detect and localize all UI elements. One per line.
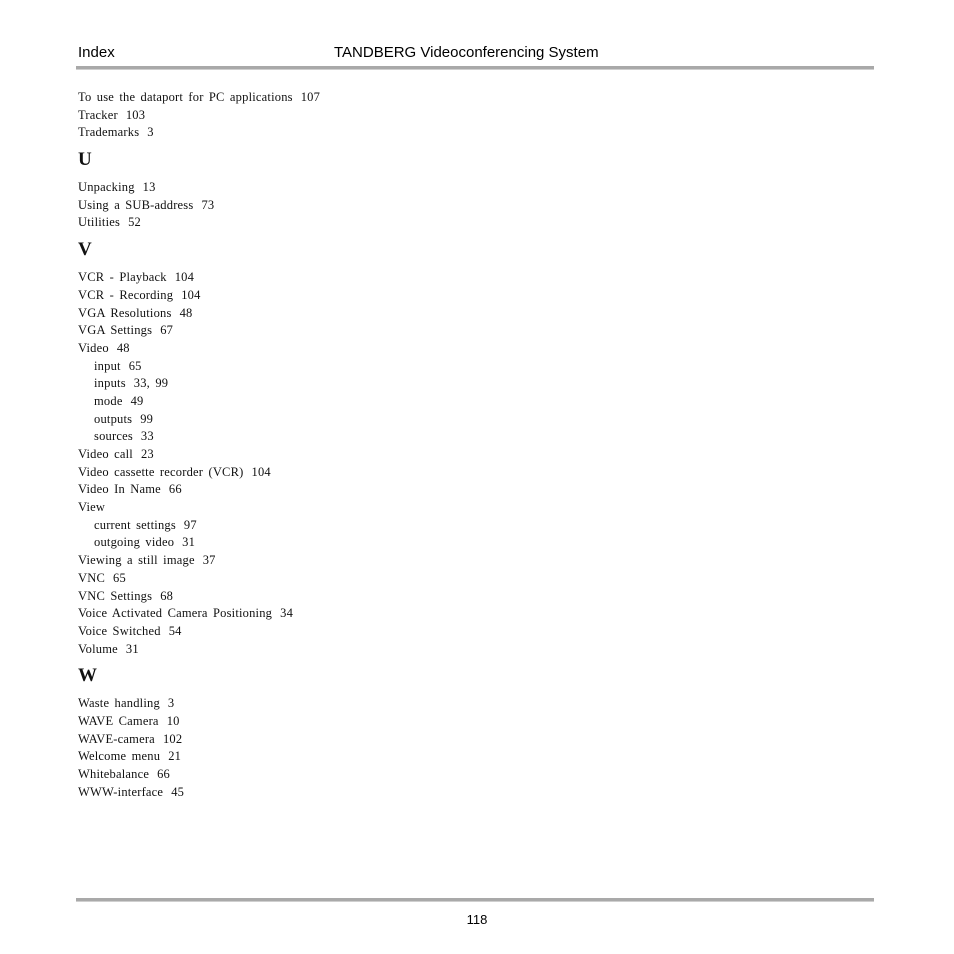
index-term: mode [94,393,123,408]
index-subentry [78,517,678,535]
index-entry [78,287,678,305]
index-term: Waste handling [78,696,160,711]
index-page-ref: 23 [140,447,154,461]
index-page-ref: 102 [162,731,183,746]
index-term: WWW-interface [78,784,164,799]
index-term: Trademarks [78,125,140,140]
index-page-ref: 104 [181,287,201,302]
index-subentry [78,358,678,376]
index-term: To use the dataport for PC applications [78,90,293,104]
index-entry [78,124,678,142]
index-page-ref: 3 [167,696,175,711]
index-subentry [78,428,678,446]
index-page-ref: 31 [182,535,196,550]
index-page-ref: 73 [201,197,215,212]
index-section [78,665,678,801]
index-section [78,89,678,142]
index-term: VNC [78,570,105,585]
index-entry [78,89,678,107]
index-term: sources [94,429,133,444]
index-subentry [78,411,678,429]
index-subentry [78,534,678,552]
index-entry [78,269,678,287]
index-page-ref: 65 [113,570,126,585]
index-term: VCR - Playback [78,270,167,285]
index-term: inputs [94,376,126,391]
index-entry [78,570,678,588]
index-term: input [94,358,121,373]
index-term: View [78,500,106,515]
header-section-label: Index [78,44,115,61]
index-entry [78,340,678,358]
index-letter-heading: U [78,149,92,171]
index-entry [78,748,678,766]
index-entry [78,641,678,659]
header-document-title: TANDBERG Videoconferencing System [334,44,599,61]
index-term: Utilities [78,215,121,230]
index-term: Video cassette recorder (VCR) [78,464,244,479]
index-term: current settings [94,517,176,532]
index-page-ref: 66 [168,482,182,497]
index-page-ref: 48 [116,340,130,355]
index-entry [78,179,678,197]
index-entry [78,713,678,731]
index-term: Whitebalance [78,767,150,781]
index-letter-heading: V [78,239,92,261]
index-entry [78,481,678,499]
index-page-ref: 54 [168,623,182,638]
index-entry [78,588,678,606]
index-section [78,149,678,232]
index-term: VNC Settings [78,588,153,603]
index-section [78,239,678,658]
index-term: Using a SUB-address [78,197,194,212]
index-page-ref: 13 [142,180,156,195]
index-term: Unpacking [78,180,135,195]
index-page-ref: 65 [128,358,142,373]
index-term: Voice Activated Camera Positioning [78,606,273,621]
index-term: Tracker [78,107,118,122]
index-term: Voice Switched [78,623,161,638]
index-term: Volume [78,641,118,656]
index-page-ref: 31 [125,641,139,656]
index-entry [78,605,678,623]
index-page-ref: 49 [130,393,144,408]
index-page-ref: 99 [140,411,154,426]
index-page-ref: 37 [202,553,216,568]
index-entry [78,552,678,570]
index-term: VGA Settings [78,323,153,338]
index-entry [78,766,678,784]
index-page-ref: 103 [125,107,146,122]
index-list [78,89,678,801]
index-entry [78,464,678,482]
index-page-ref: 67 [160,323,174,338]
index-entry [78,499,678,517]
index-page-ref: 34 [280,606,294,621]
index-page-ref: 48 [179,305,193,320]
index-page-ref: 21 [168,749,182,764]
index-entry [78,214,678,232]
index-term: Welcome menu [78,749,161,764]
index-page-ref: 10 [166,713,180,728]
index-page-ref: 107 [300,90,321,104]
index-page-ref: 66 [157,767,171,781]
index-term: Video In Name [78,482,161,497]
index-page-ref: 45 [171,784,185,799]
index-term: outputs [94,411,133,426]
index-term: Video call [78,447,133,461]
index-page-ref: 104 [174,270,195,285]
index-subentry [78,393,678,411]
index-term: outgoing video [94,535,175,550]
index-page-ref: 97 [183,517,197,532]
header-divider [76,66,874,70]
footer-divider [76,898,874,902]
index-entry [78,322,678,340]
index-term: Viewing a still image [78,553,195,568]
index-term: WAVE-camera [78,731,155,746]
index-page-ref: 52 [128,215,141,230]
index-subentry [78,375,678,393]
index-entry [78,197,678,215]
index-page-ref: 33, 99 [133,376,169,391]
index-entry [78,731,678,749]
index-entry [78,107,678,125]
index-term: Video [78,340,109,355]
index-entry [78,695,678,713]
index-term: WAVE Camera [78,713,159,728]
index-page-ref: 33 [140,429,154,444]
index-entry [78,623,678,641]
index-entry [78,446,678,464]
index-page-ref: 104 [251,464,271,479]
index-term: VCR - Recording [78,287,174,302]
index-entry [78,784,678,802]
index-entry [78,305,678,323]
index-letter-heading: W [78,665,97,687]
page-number: 118 [466,912,488,927]
index-page-ref: 68 [160,588,174,603]
index-term: VGA Resolutions [78,305,172,320]
index-page-ref: 3 [147,125,154,140]
